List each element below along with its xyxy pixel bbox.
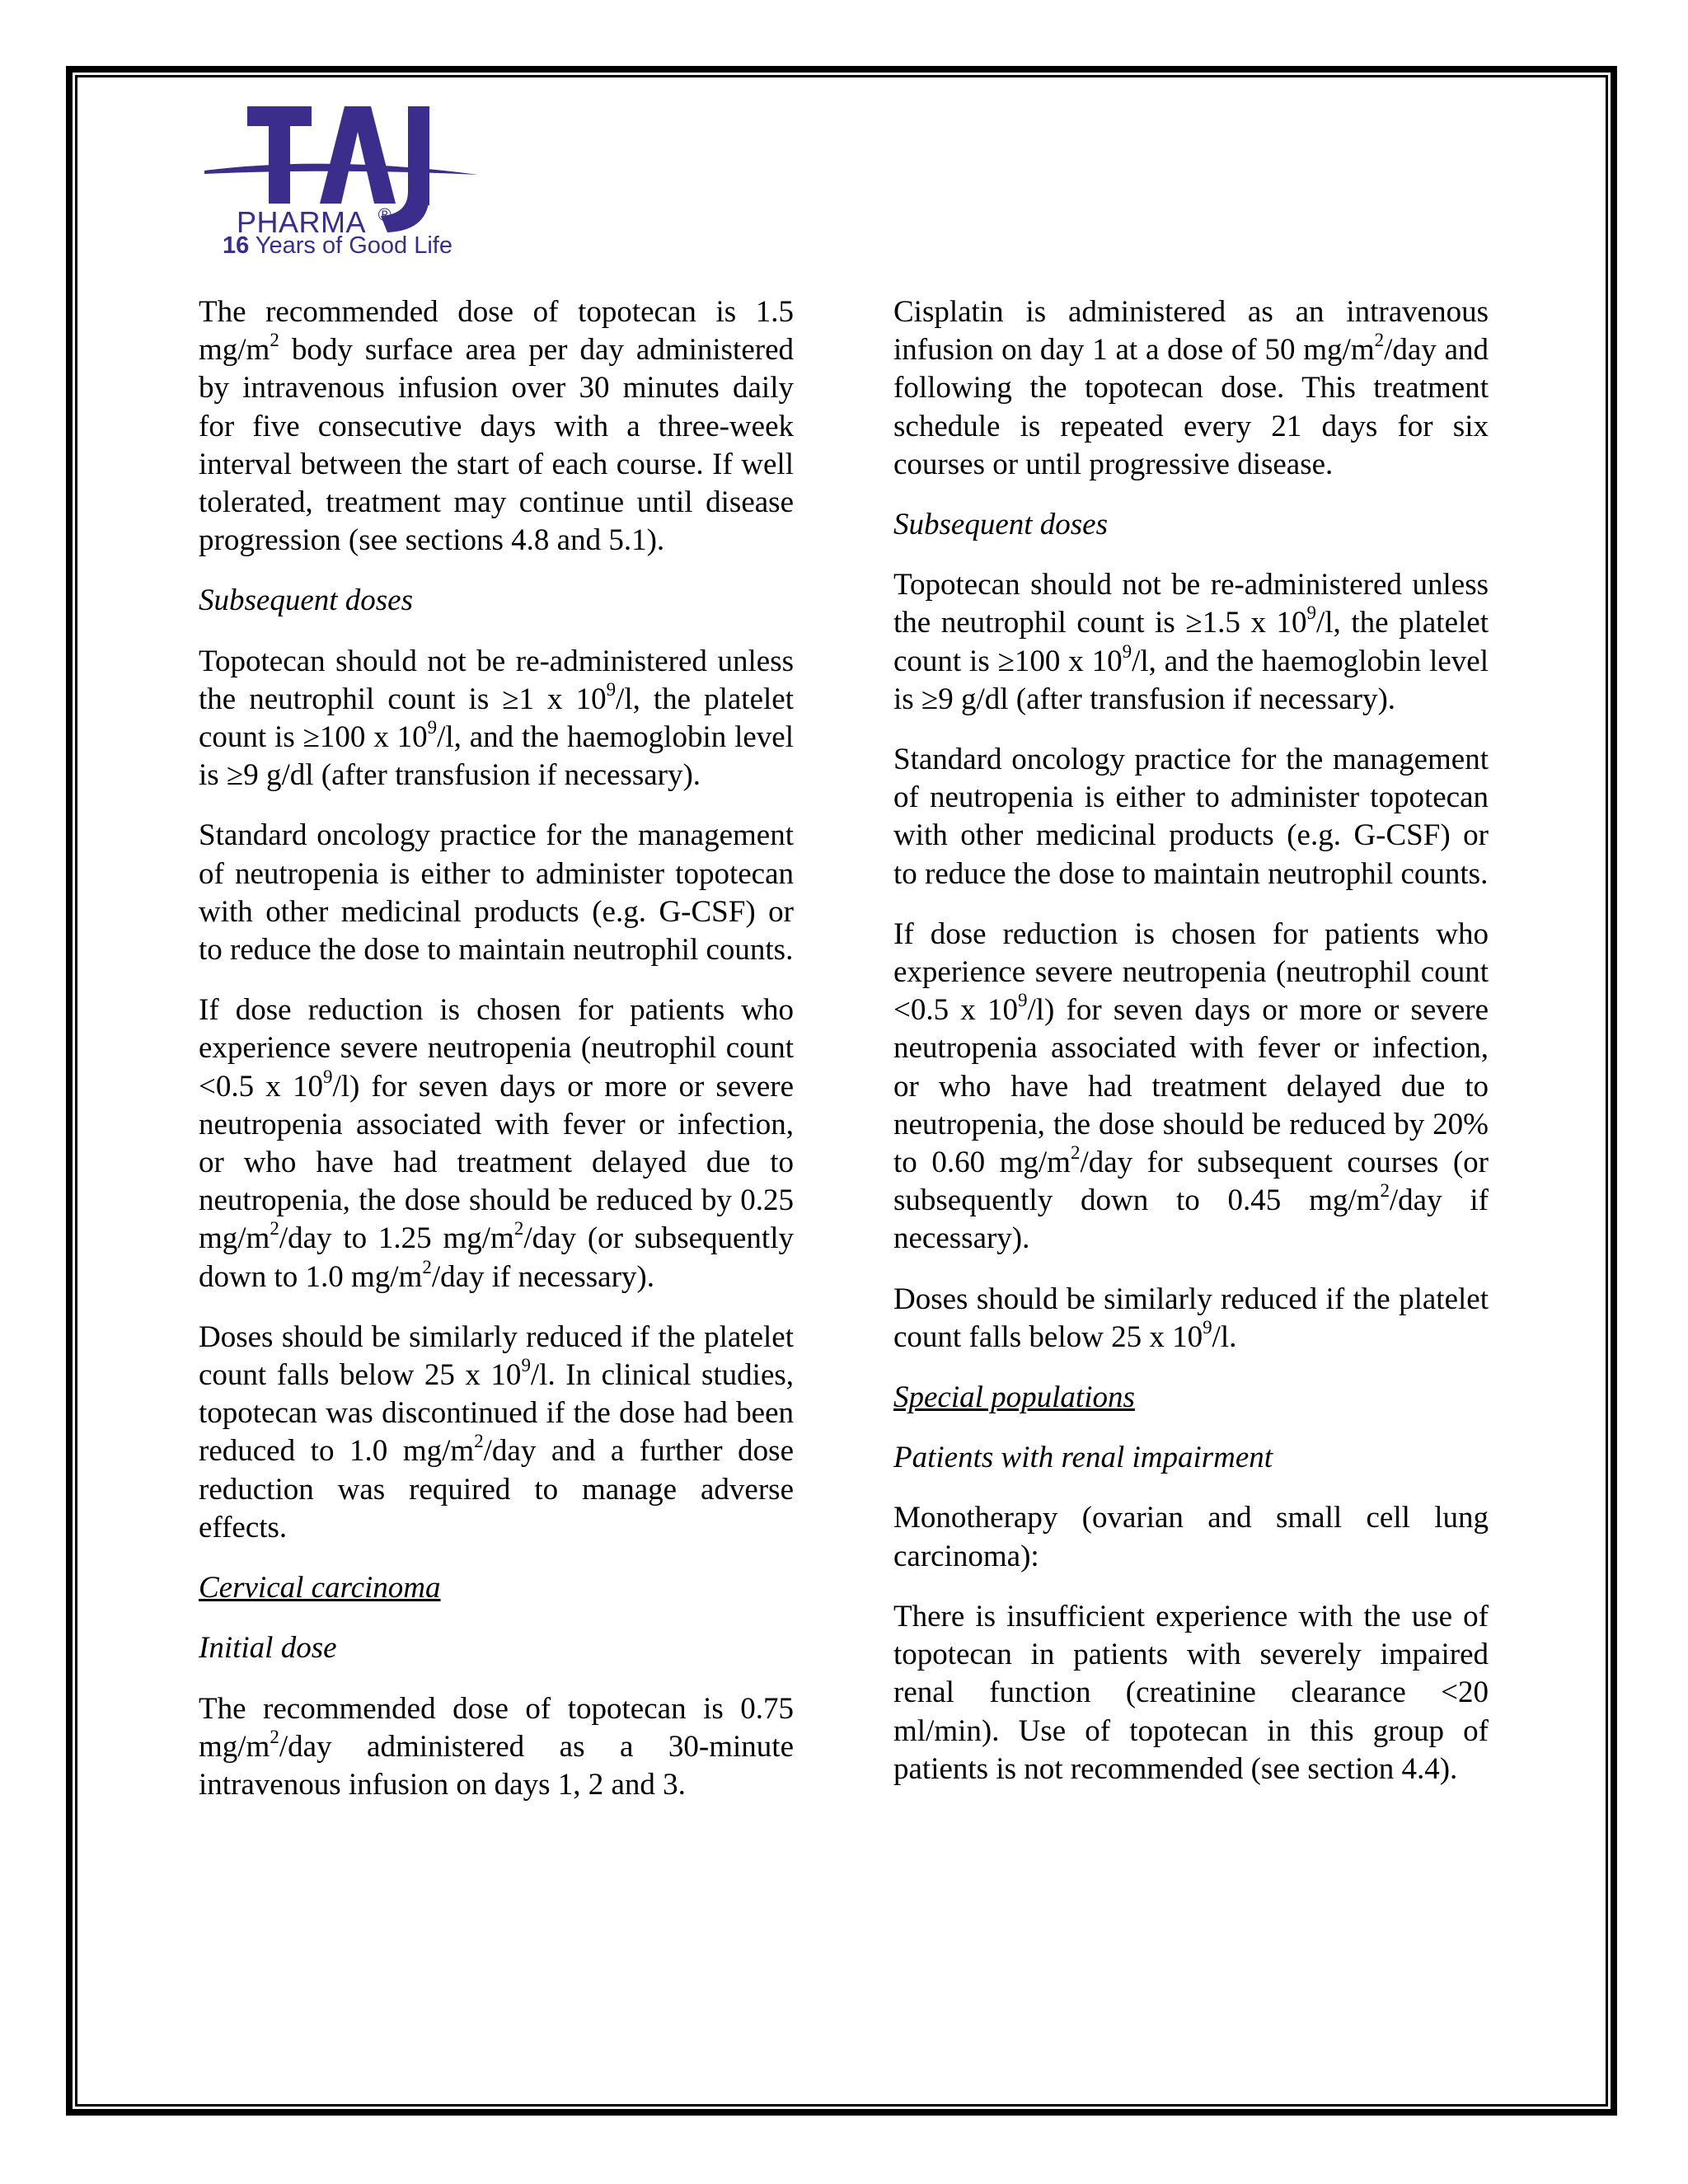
- logo-tagline-number: 16: [223, 232, 250, 259]
- subheading-subsequent-doses: Subsequent doses: [893, 508, 1108, 542]
- registered-mark: ®: [377, 204, 392, 225]
- paragraph: There is insufficient experience with the use of topotecan in patients with severely impaired renal function (creatinine clearance <20 ml/min). Use of topotecan in this group of patients is not recommended (see section 4.4).: [893, 1599, 1489, 1786]
- paragraph: Topotecan should not be re-administered unless the neutrophil count is ≥1.5 x $10^9/l$, the platelet count is ≥100 x $10^9/l$, and the haemoglobin level is ≥9 g/dl (after transfusion if necessary).: [893, 568, 1489, 716]
- logo-brand-text: TAJ: [198, 99, 199, 100]
- section-heading-special-populations: Special populations: [893, 1380, 1135, 1415]
- right-column: [893, 293, 1489, 1811]
- paragraph: Cisplatin is administered as an intravenous infusion on day 1 at a dose of 50 $mg/m^2$/day and following the topotecan dose. This treatment schedule is repeated every 21 days for six courses or until progressive disease.: [893, 295, 1489, 481]
- logo-tagline-text: Years of Good Life: [249, 232, 452, 259]
- logo-word: PHARMA: [237, 205, 365, 239]
- paragraph: If dose reduction is chosen for patients who experience severe neutropenia (neutrophil count <0.5 x $10^9/l$) for seven days or more or severe neutropenia associated with fever or infection, or who have had treatment delayed due to neutropenia, the dose should be reduced by 0.25 $mg/m^2$/day to 1.25 $mg/m^2$/day (or subsequently down to 1.0 $mg/m^2$/day if necessary).: [199, 993, 794, 1294]
- subheading-subsequent-doses: Subsequent doses: [199, 583, 413, 618]
- paragraph: If dose reduction is chosen for patients who experience severe neutropenia (neutrophil count <0.5 x $10^9/l$) for seven days or more or severe neutropenia associated with fever or infection, or who have had treatment delayed due to neutropenia, the dose should be reduced by 20% to 0.60 $mg/m^2$/day for subsequent courses (or subsequently down to 0.45 $mg/m^2$/day if necessary).: [893, 916, 1489, 1256]
- logo-tagline: [223, 232, 452, 260]
- paragraph: Standard oncology practice for the management of neutropenia is either to administer topotecan with other medicinal products (e.g. G-CSF) or to reduce the dose to maintain neutrophil counts.: [199, 818, 794, 968]
- section-heading-cervical-carcinoma: Cervical carcinoma: [199, 1571, 441, 1605]
- paragraph: Doses should be similarly reduced if the platelet count falls below 25 x $10^9/l$.: [893, 1282, 1489, 1354]
- paragraph: Topotecan should not be re-administered unless the neutrophil count is ≥1 x $10^9/l$, the platelet count is ≥100 x $10^9/l$, and the haemoglobin level is ≥9 g/dl (after transfusion if necessary).: [199, 644, 794, 793]
- paragraph: The recommended dose of topotecan is 0.75 $mg/m^2$/day administered as a 30-minute intravenous infusion on days 1, 2 and 3.: [199, 1691, 794, 1802]
- paragraph: Monotherapy (ovarian and small cell lung carcinoma):: [893, 1501, 1489, 1573]
- paragraph: Standard oncology practice for the management of neutropenia is either to administer topotecan with other medicinal products (e.g. G-CSF) or to reduce the dose to maintain neutrophil counts.: [893, 743, 1489, 891]
- paragraph: The recommended dose of topotecan is 1.5 $mg/m^2$ body surface area per day administered by intravenous infusion over 30 minutes daily for five consecutive days with a three-week interval between the start of each course. If well tolerated, treatment may continue until disease progression (see sections 4.8 and 5.1).: [199, 295, 794, 558]
- subheading-renal-impairment: Patients with renal impairment: [893, 1441, 1273, 1475]
- subheading-initial-dose: Initial dose: [199, 1631, 337, 1666]
- paragraph: Doses should be similarly reduced if the platelet count falls below 25 x $10^9/l$. In clinical studies, topotecan was discontinued if the dose had been reduced to 1.0 $mg/m^2$/day and a further dose reduction was required to manage adverse effects.: [199, 1319, 795, 1544]
- left-column: [199, 293, 794, 1826]
